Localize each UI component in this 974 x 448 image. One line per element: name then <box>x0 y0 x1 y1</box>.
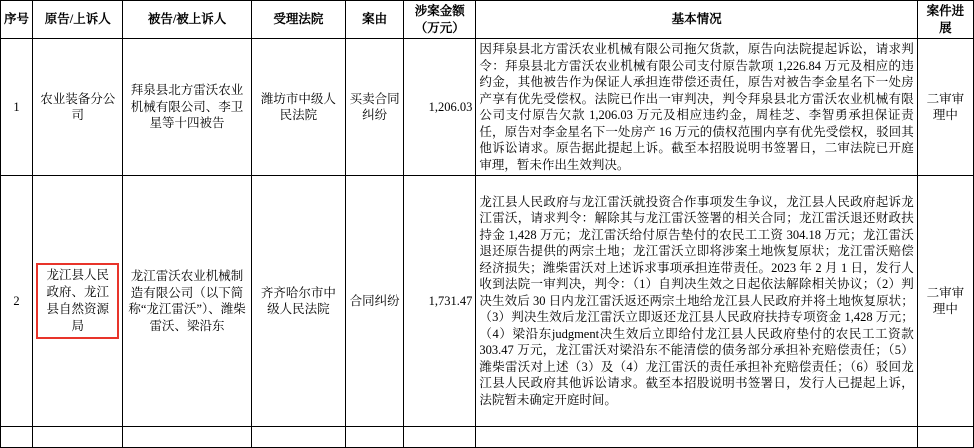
cell-court <box>251 427 345 448</box>
table-row <box>1 176 974 427</box>
cell-progress: 二审审理中 <box>917 176 973 427</box>
table-header-row <box>1 1 974 39</box>
cell-facts <box>476 39 917 176</box>
column-header-court: 受理法院 <box>251 1 345 39</box>
facts-text: 龙江县人民政府与龙江雷沃就投资合作事项发生争议，龙江县人民政府起诉龙江雷沃，请求判令：解除其与龙江雷沃签署的相关合同；龙江雷沃退还财政扶持金 1,428 万元；龙江雷沃给付原告垫付的农民工工资 304.18 万元；龙江雷沃退还原告提供的两宗土地；龙江雷沃立即将涉案土地恢复原状；龙江雷沃赔偿经济损失；潍柴雷沃对上述诉求事项承担连带责任。2023 年 2 月 1 日，发行人收到法院一审判决，判令：（1）自判决生效之日起依法解除相关协议；（2）判决生效后 30 日内龙江雷沃返还两宗土地给龙江县人民政府并将土地恢复原状；（3）判决生效后龙江雷沃立即返还龙江县人民政府扶持专项资金 1,428 万元；（4）梁沿东judgment决生效后立即给付龙江县人民政府垫付的农民工工资款303.47 万元，龙江雷沃对梁沿东不能清偿的债务部分承担补充赔偿责任；（5）潍柴雷沃对上述（3）及（4）龙江雷沃的责任承担补充赔偿责任；（6）驳回龙江县人民政府其他诉讼请求。截至本招股说明书签署日，发行人已提起上诉，法院暂未确定开庭时间。 <box>479 194 914 407</box>
cell-plaintiff <box>33 427 123 448</box>
cell-court: 潍坊市中级人民法院 <box>251 39 345 176</box>
cell-plaintiff <box>33 176 123 427</box>
column-header-defendant: 被告/被上诉人 <box>123 1 251 39</box>
cell-cause: 合同纠纷 <box>346 176 404 427</box>
cell-defendant <box>123 427 251 448</box>
cell-progress <box>917 427 973 448</box>
cell-plaintiff: 农业装备分公司 <box>33 39 123 176</box>
cell-index: 1 <box>1 39 33 176</box>
table-row-partial <box>1 427 974 448</box>
table-body <box>1 39 974 448</box>
column-header-plaintiff: 原告/上诉人 <box>33 1 123 39</box>
facts-text: 因拜泉县北方雷沃农业机械有限公司拖欠货款，原告向法院提起诉讼，请求判令：拜泉县北方雷沃农业机械有限公司支付原告款项 1,226.84 万元及相应的违约金，其他被告作为保证人承担连带偿还责任，原告对被告李金星名下一处房产享有优先受偿权。法院已作出一审判决，判令拜泉县北方雷沃农业机械有限公司支付原告欠款 1,206.03 万元及相应违约金，周桂芝、李智勇承担保证责任，原告对李金星名下一处房产 16 万元的债权范围内享有优先受偿权，驳回其他诉讼请求。原告据此提起上诉。截至本招股说明书签署日，二审法院已开庭审理，暂未作出生效判决。 <box>479 42 914 172</box>
cell-cause: 买卖合同纠纷 <box>346 39 404 176</box>
table-row <box>1 39 974 176</box>
cell-cause <box>346 427 404 448</box>
cell-amount: 1,206.03 <box>404 39 476 176</box>
cell-facts <box>476 427 917 448</box>
column-header-cause: 案由 <box>346 1 404 39</box>
cell-court: 齐齐哈尔市中级人民法院 <box>251 176 345 427</box>
column-header-amount: 涉案金额（万元） <box>404 1 476 39</box>
cell-amount: 1,731.47 <box>404 176 476 427</box>
column-header-progress: 案件进展 <box>917 1 973 39</box>
cell-defendant: 拜泉县北方雷沃农业机械有限公司、李卫星等十四被告 <box>123 39 251 176</box>
cell-facts <box>476 176 917 427</box>
cell-defendant: 龙江雷沃农业机械制造有限公司（以下简称“龙江雷沃”）、潍柴雷沃、梁沿东 <box>123 176 251 427</box>
cell-amount <box>404 427 476 448</box>
cell-progress: 二审审理中 <box>917 39 973 176</box>
highlighted-plaintiff: 龙江县人民政府、龙江县自然资源局 <box>36 263 119 339</box>
cell-index <box>1 427 33 448</box>
column-header-index: 序号 <box>1 1 33 39</box>
table-header <box>1 1 974 39</box>
cell-index: 2 <box>1 176 33 427</box>
column-header-facts: 基本情况 <box>476 1 917 39</box>
